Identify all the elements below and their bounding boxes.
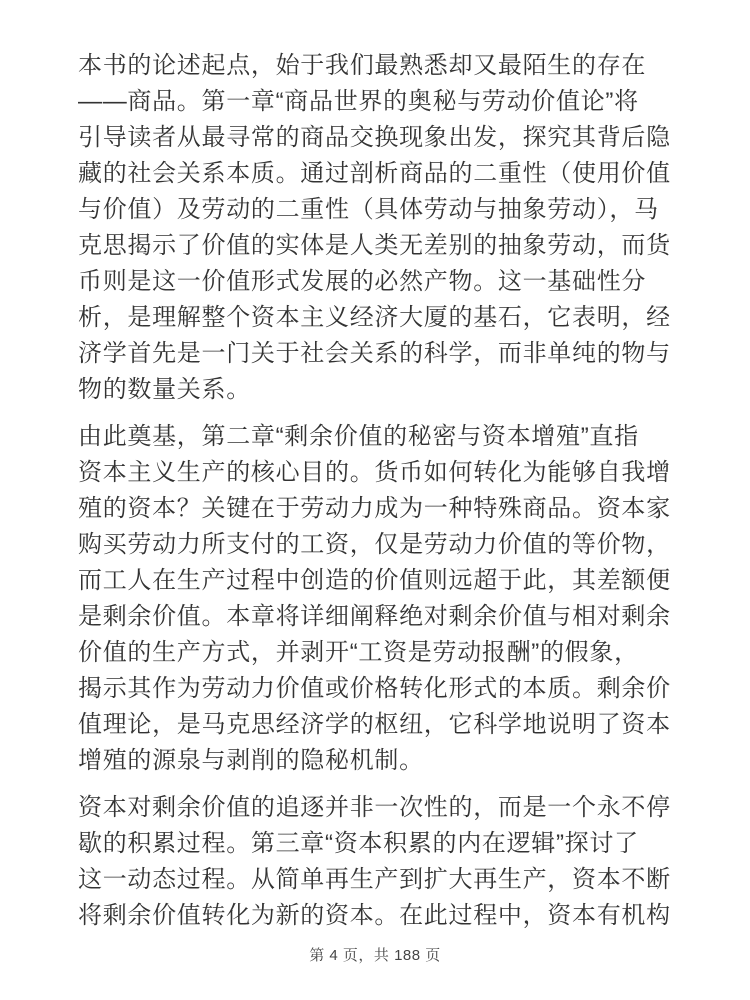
text-line: 购买劳动力所支付的工资，仅是劳动力价值的等价物， <box>78 531 671 558</box>
text-line: 与价值）及劳动的二重性（具体劳动与抽象劳动），马 <box>78 196 659 223</box>
text-line: 币则是这一价值形式发展的必然产物。这一基础性分 <box>78 268 647 295</box>
text-line: 析，是理解整个资本主义经济大厦的基石，它表明，经 <box>78 304 671 331</box>
document-body <box>78 48 672 934</box>
page-number-label: 第 4 页，共 188 页 <box>309 947 441 964</box>
text-line: 济学首先是一门关于社会关系的科学，而非单纯的物与 <box>78 340 671 367</box>
text-line: 资本对剩余价值的追逐并非一次性的，而是一个永不停 <box>78 794 671 821</box>
paragraph <box>78 790 672 934</box>
text-line: 引导读者从最寻常的商品交换现象出发，探究其背后隐 <box>78 124 671 151</box>
text-line: ——商品。第一章“商品世界的奥秘与劳动价值论”将 <box>78 88 639 115</box>
text-line: 值理论，是马克思经济学的枢纽，它科学地说明了资本 <box>78 711 671 738</box>
paragraph <box>78 419 672 779</box>
text-line: 歇的积累过程。第三章“资本积累的内在逻辑”探讨了 <box>78 830 639 857</box>
text-line: 资本主义生产的核心目的。货币如何转化为能够自我增 <box>78 459 671 486</box>
text-line: 揭示其作为劳动力价值或价格转化形式的本质。剩余价 <box>78 675 671 702</box>
text-line: 将剩余价值转化为新的资本。在此过程中，资本有机构 <box>78 902 671 929</box>
text-line: 这一动态过程。从简单再生产到扩大再生产，资本不断 <box>78 866 671 893</box>
text-line: 殖的资本？关键在于劳动力成为一种特殊商品。资本家 <box>78 495 671 522</box>
page-number-footer <box>0 946 750 966</box>
text-line: 藏的社会关系本质。通过剖析商品的二重性（使用价值 <box>78 160 671 187</box>
paragraph <box>78 48 672 408</box>
text-line: 价值的生产方式，并剥开“工资是劳动报酬”的假象， <box>78 639 639 666</box>
text-line: 是剩余价值。本章将详细阐释绝对剩余价值与相对剩余 <box>78 603 671 630</box>
text-line: 本书的论述起点，始于我们最熟悉却又最陌生的存在 <box>78 52 647 79</box>
text-line: 而工人在生产过程中创造的价值则远超于此，其差额便 <box>78 567 671 594</box>
text-line: 物的数量关系。 <box>78 376 251 403</box>
text-line: 克思揭示了价值的实体是人类无差别的抽象劳动，而货 <box>78 232 671 259</box>
text-line: 增殖的源泉与剥削的隐秘机制。 <box>78 747 424 774</box>
text-line: 由此奠基，第二章“剩余价值的秘密与资本增殖”直指 <box>78 423 639 450</box>
